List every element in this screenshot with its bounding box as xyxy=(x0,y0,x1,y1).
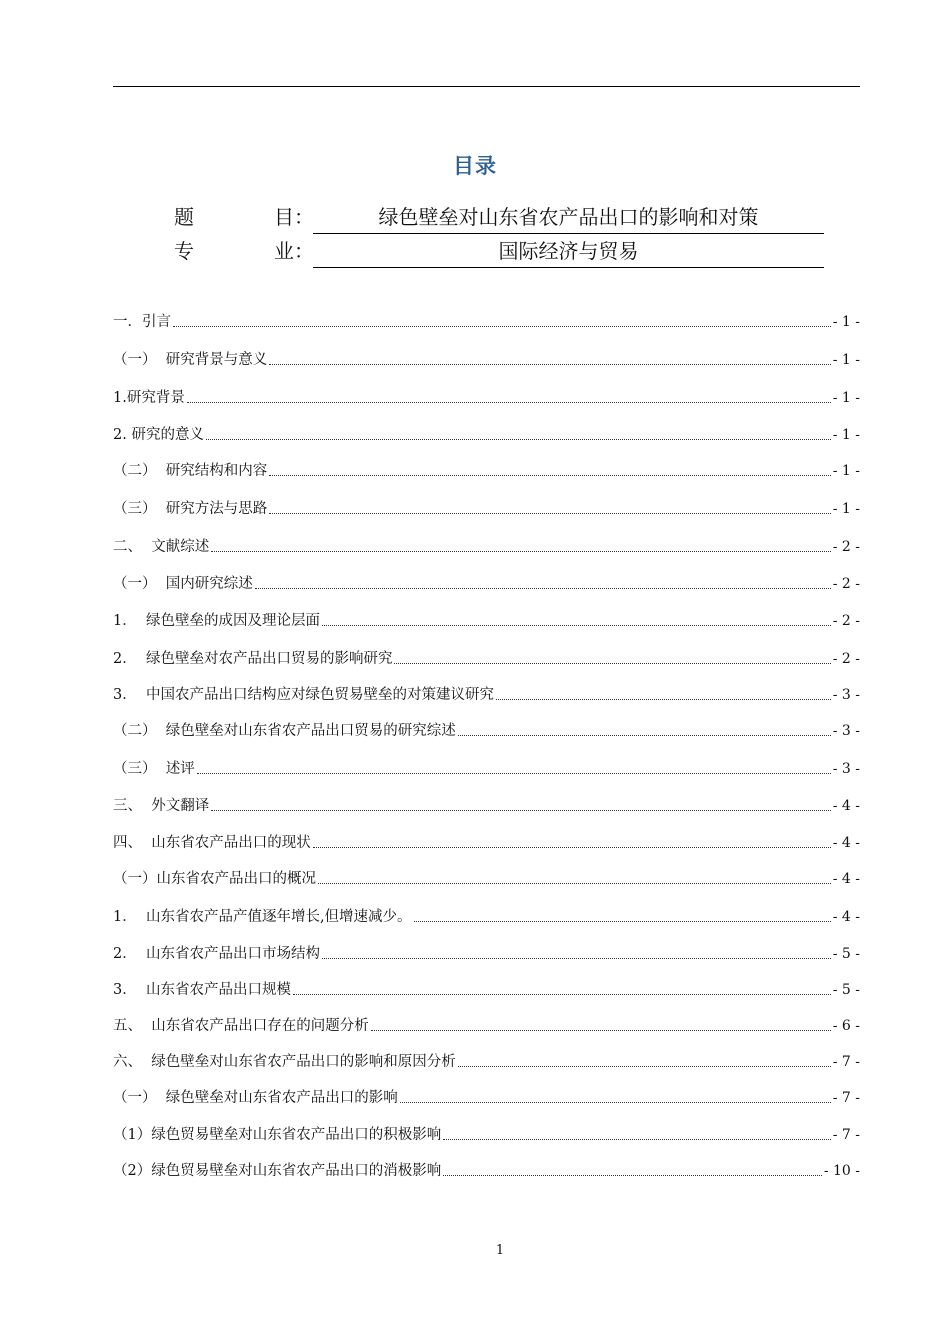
toc-leader-dots xyxy=(211,551,831,552)
toc-leader-dots xyxy=(458,735,831,736)
toc-heading: 目录 xyxy=(453,153,497,178)
toc-leader-dots xyxy=(313,847,831,848)
toc-entry-page: - 10 - xyxy=(823,1163,860,1179)
toc-entry-text: （一） 绿色壁垒对山东省农产品出口的影响 xyxy=(113,1090,398,1106)
toc-entry-page: - 1 - xyxy=(832,427,860,443)
toc-leader-dots xyxy=(322,958,831,959)
toc-entry-text: （2）绿色贸易壁垒对山东省农产品出口的消极影响 xyxy=(113,1163,442,1179)
toc-entry[interactable] xyxy=(113,607,860,631)
meta-row-major xyxy=(174,236,824,268)
toc-leader-dots xyxy=(414,921,831,922)
toc-entry-page: - 4 - xyxy=(832,909,860,925)
header-rule xyxy=(113,86,860,87)
toc-entry-page: - 2 - xyxy=(832,576,860,592)
toc-entry-page: - 5 - xyxy=(832,982,860,998)
toc-entry[interactable] xyxy=(113,976,860,1000)
meta-label-char: 目： xyxy=(274,205,314,229)
meta-row-topic xyxy=(174,202,824,234)
toc-entry-page: - 1 - xyxy=(832,352,860,368)
toc-leader-dots xyxy=(269,513,831,514)
toc-entry-page: - 4 - xyxy=(832,871,860,887)
meta-value-major: 国际经济与贸易 xyxy=(313,236,824,268)
meta-label-char: 题 xyxy=(174,205,194,229)
toc-leader-dots xyxy=(197,773,831,774)
toc-entry-text: 三、 外文翻译 xyxy=(113,798,210,814)
meta-label-topic xyxy=(174,202,314,232)
toc-leader-dots xyxy=(458,1066,831,1067)
toc-leader-dots xyxy=(400,1102,831,1103)
meta-label-char: 专 xyxy=(174,239,194,263)
toc-leader-dots xyxy=(443,1139,830,1140)
meta-label-major xyxy=(174,236,314,266)
toc-entry-text: （一）山东省农产品出口的概况 xyxy=(113,871,316,887)
toc-entry-page: - 3 - xyxy=(832,723,860,739)
toc-entry-page: - 7 - xyxy=(832,1127,860,1143)
toc-entry[interactable] xyxy=(113,829,860,853)
toc-entry-page: - 3 - xyxy=(832,761,860,777)
toc-entry-page: - 1 - xyxy=(832,390,860,406)
toc-entry[interactable] xyxy=(113,645,860,669)
toc-entry[interactable] xyxy=(113,1048,860,1072)
toc-entry-page: - 1 - xyxy=(832,501,860,517)
toc-entry-text: （一） 国内研究综述 xyxy=(113,576,253,592)
toc-entry[interactable] xyxy=(113,865,860,889)
toc-entry-text: 二、 文献综述 xyxy=(113,539,210,555)
toc-entry[interactable] xyxy=(113,1084,860,1108)
toc-entry[interactable] xyxy=(113,533,860,557)
toc-entry-text: （二） 研究结构和内容 xyxy=(113,463,268,479)
toc-leader-dots xyxy=(211,810,831,811)
toc-entry[interactable] xyxy=(113,717,860,741)
toc-entry-text: （1）绿色贸易壁垒对山东省农产品出口的积极影响 xyxy=(113,1127,442,1143)
toc-entry-page: - 6 - xyxy=(832,1018,860,1034)
toc-entry[interactable] xyxy=(113,792,860,816)
toc-entry-text: 2． 山东省农产品出口市场结构 xyxy=(113,946,320,962)
meta-label-char: 业： xyxy=(274,239,314,263)
toc-leader-dots xyxy=(255,588,831,589)
toc-entry-page: - 5 - xyxy=(832,946,860,962)
toc-entry-page: - 7 - xyxy=(832,1090,860,1106)
toc-entry[interactable] xyxy=(113,755,860,779)
toc-leader-dots xyxy=(293,994,831,995)
toc-leader-dots xyxy=(269,475,831,476)
toc-entry[interactable] xyxy=(113,421,860,445)
toc-leader-dots xyxy=(322,625,831,626)
toc-leader-dots xyxy=(496,699,831,700)
toc-entry-text: 1． 绿色壁垒的成因及理论层面 xyxy=(113,613,320,629)
toc-entry-text: （二） 绿色壁垒对山东省农产品出口贸易的研究综述 xyxy=(113,723,456,739)
toc-entry-text: （三） 研究方法与思路 xyxy=(113,501,268,517)
toc-entry[interactable] xyxy=(113,1121,860,1145)
toc-entry-page: - 2 - xyxy=(832,651,860,667)
toc-leader-dots xyxy=(443,1175,822,1176)
toc-entry[interactable] xyxy=(113,570,860,594)
page-number: 1 xyxy=(495,1243,505,1258)
toc-leader-dots xyxy=(173,326,831,327)
toc-entry[interactable] xyxy=(113,1012,860,1036)
toc-leader-dots xyxy=(394,663,830,664)
toc-entry[interactable] xyxy=(113,384,860,408)
toc-entry-text: （三） 述评 xyxy=(113,761,195,777)
toc-entry[interactable] xyxy=(113,940,860,964)
toc-leader-dots xyxy=(187,402,831,403)
toc-entry[interactable] xyxy=(113,308,860,332)
toc-entry-text: （一） 研究背景与意义 xyxy=(113,352,268,368)
toc-entry[interactable] xyxy=(113,346,860,370)
toc-entry-page: - 4 - xyxy=(832,798,860,814)
toc-leader-dots xyxy=(269,364,831,365)
toc-entry-page: - 1 - xyxy=(832,314,860,330)
toc-entry-text: 1． 山东省农产品产值逐年增长,但增速减少。 xyxy=(113,909,412,925)
toc-entry-text: 一．引言 xyxy=(113,314,171,330)
toc-entry-text: 3． 山东省农产品出口规模 xyxy=(113,982,291,998)
toc-leader-dots xyxy=(371,1030,831,1031)
toc-leader-dots xyxy=(206,439,831,440)
toc-entry-text: 3． 中国农产品出口结构应对绿色贸易壁垒的对策建议研究 xyxy=(113,687,494,703)
toc-leader-dots xyxy=(318,883,831,884)
toc-entry[interactable] xyxy=(113,903,860,927)
toc-entry[interactable] xyxy=(113,681,860,705)
toc-entry-text: 四、 山东省农产品出口的现状 xyxy=(113,835,311,851)
toc-entry[interactable] xyxy=(113,457,860,481)
toc-entry-page: - 4 - xyxy=(832,835,860,851)
toc-entry[interactable] xyxy=(113,495,860,519)
toc-entry-page: - 1 - xyxy=(832,463,860,479)
meta-value-topic: 绿色壁垒对山东省农产品出口的影响和对策 xyxy=(313,202,824,234)
toc-entry-text: 1.研究背景 xyxy=(113,390,185,406)
toc-entry-text: 五、 山东省农产品出口存在的问题分析 xyxy=(113,1018,369,1034)
toc-entry-text: 六、 绿色壁垒对山东省农产品出口的影响和原因分析 xyxy=(113,1054,456,1070)
toc-entry-text: 2． 绿色壁垒对农产品出口贸易的影响研究 xyxy=(113,651,393,667)
toc-entry-page: - 2 - xyxy=(832,539,860,555)
toc-entry[interactable] xyxy=(113,1157,860,1181)
toc-entry-page: - 3 - xyxy=(832,687,860,703)
toc-entry-text: 2. 研究的意义 xyxy=(113,427,204,443)
toc-entry-page: - 7 - xyxy=(832,1054,860,1070)
toc-entry-page: - 2 - xyxy=(832,613,860,629)
